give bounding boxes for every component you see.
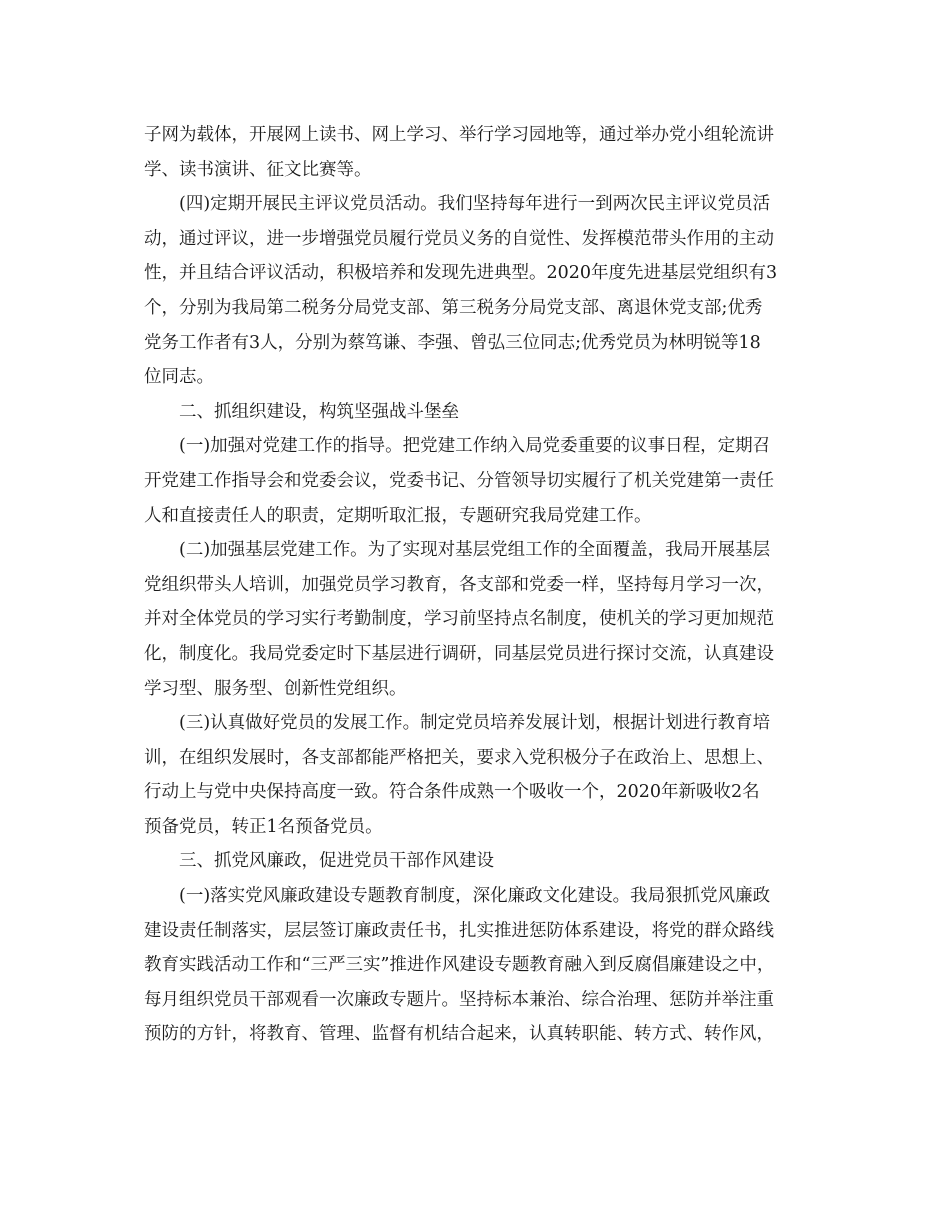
- text-line: 子网为载体，开展网上读书、网上学习、举行学习园地等，通过举办党小组轮流讲: [144, 125, 774, 145]
- text-line: 预备党员，转正1名预备党员。: [144, 816, 383, 837]
- text-line: (三)认真做好党员的发展工作。制定党员培养发展计划，根据计划进行教育培: [179, 713, 771, 734]
- text-line: 党组织带头人培训，加强党员学习教育，各支部和党委一样，坚持每月学习一次，: [144, 574, 774, 595]
- text-line: 开党建工作指导会和党委会议，党委书记、分管领导切实履行了机关党建第一责任: [144, 470, 774, 491]
- text-line: 预防的方针，将教育、管理、监督有机结合起来，认真转职能、转方式、转作风，: [144, 1024, 774, 1045]
- text-line: 性，并且结合评议活动，积极培养和发现先进典型。2020年度先进基层党组织有3: [144, 263, 778, 284]
- text-line: 化，制度化。我局党委定时下基层进行调研，同基层党员进行探讨交流，认真建设: [144, 643, 774, 664]
- text-line: (一)落实党风廉政建设专题教育制度，深化廉政文化建设。我局狠抓党风廉政: [179, 886, 771, 907]
- text-line: 建设责任制落实，层层签订廉政责任书，扎实推进惩防体系建设，将党的群众路线: [144, 920, 774, 941]
- text-line: 二、抓组织建设，构筑坚强战斗堡垒: [179, 401, 459, 422]
- text-line: 人和直接责任人的职责，定期听取汇报，专题研究我局党建工作。: [144, 505, 652, 526]
- text-line: (二)加强基层党建工作。为了实现对基层党组工作的全面覆盖，我局开展基层: [179, 540, 771, 561]
- text-line: 每月组织党员干部观看一次廉政专题片。坚持标本兼治、综合治理、惩防并举注重: [144, 989, 774, 1010]
- text-line: 位同志。: [144, 367, 214, 388]
- text-line: (四)定期开展民主评议党员活动。我们坚持每年进行一到两次民主评议党员活: [179, 194, 771, 215]
- text-line: (一)加强对党建工作的指导。把党建工作纳入局党委重要的议事日程，定期召: [179, 436, 771, 457]
- text-line: 教育实践活动工作和“三严三实”推进作风建设专题教育融入到反腐倡廉建设之中，: [144, 955, 775, 976]
- text-line: 训，在组织发展时，各支部都能严格把关，要求入党积极分子在政治上、思想上、: [144, 747, 774, 768]
- text-line: 三、抓党风廉政，促进党员干部作风建设: [179, 851, 494, 872]
- text-line: 并对全体党员的学习实行考勤制度，学习前坚持点名制度，使机关的学习更加规范: [144, 609, 774, 630]
- text-line: 动，通过评议，进一步增强党员履行党员义务的自觉性、发挥模范带头作用的主动: [144, 228, 774, 249]
- text-line: 行动上与党中央保持高度一致。符合条件成熟一个吸收一个，2020年新吸收2名: [144, 782, 760, 803]
- text-line: 党务工作者有3人，分别为蔡笃谦、李强、曾弘三位同志;优秀党员为林明锐等18: [144, 332, 761, 353]
- document-body: [144, 118, 806, 1052]
- text-line: 学习型、服务型、创新性党组织。: [144, 678, 407, 699]
- text-line: 学、读书演讲、征文比赛等。: [144, 159, 372, 180]
- text-line: 个，分别为我局第二税务分局党支部、第三税务分局党支部、离退休党支部;优秀: [144, 297, 763, 318]
